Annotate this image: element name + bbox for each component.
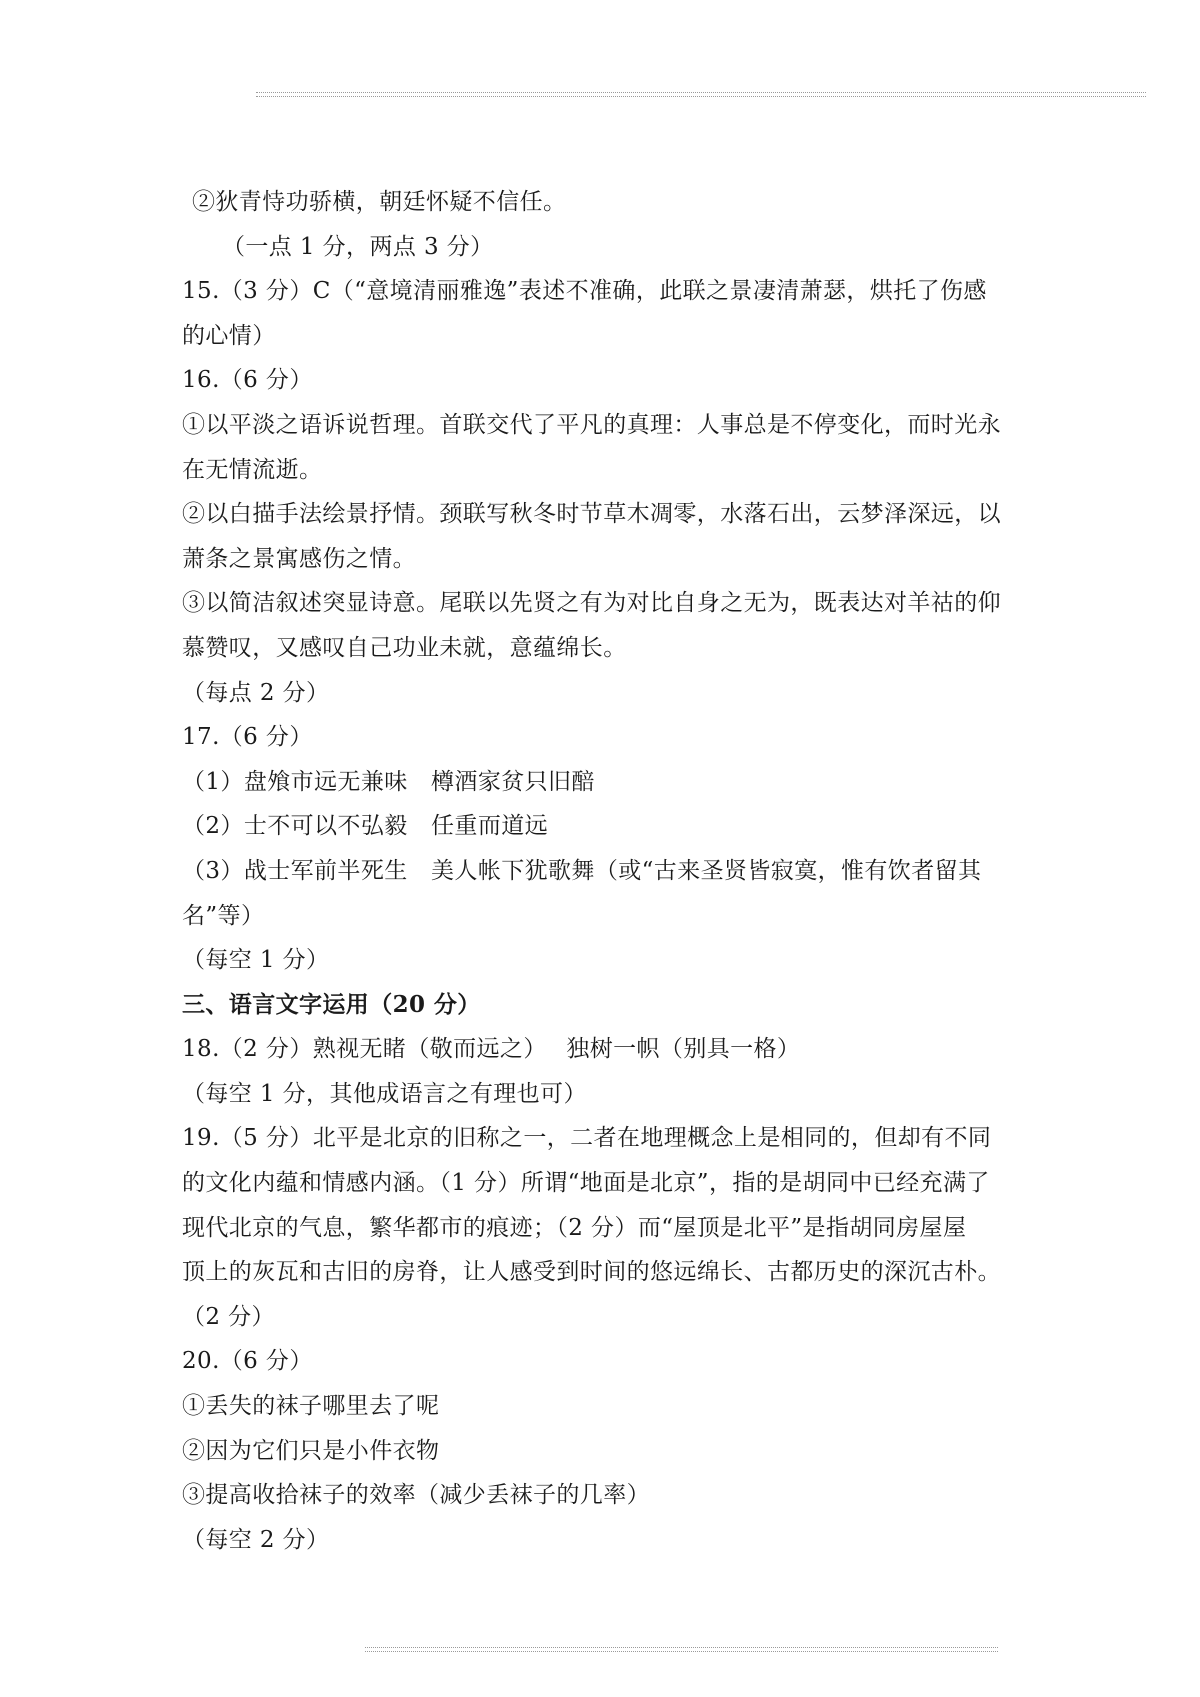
answer-line: （每点 2 分） [182,679,330,706]
section-heading: 三、语言文字运用（20 分） [182,990,481,1018]
answer-line: ②以白描手法绘景抒情。颈联写秋冬时节草木凋零，水落石出，云梦泽深远，以 [182,501,1001,528]
answer-line: 萧条之景寓感伤之情。 [182,545,416,572]
answer-line: （2 分） [182,1303,275,1330]
answer-line: （每空 1 分） [182,947,330,974]
footer-rule [365,1647,998,1652]
answer-line: 名”等） [182,902,265,929]
answer-line: ①丢失的袜子哪里去了呢 [182,1393,440,1420]
header-rule [256,92,1146,97]
answer-line: ②狄青恃功骄横，朝廷怀疑不信任。 [192,189,567,215]
answer-line: 15.（3 分）C（“意境清丽雅逸”表述不准确，此联之景凄清萧瑟，烘托了伤感 [182,278,987,305]
answer-line: 17.（6 分） [182,724,313,751]
answer-line: 现代北京的气息，繁华都市的痕迹；（2 分）而“屋顶是北平”是指胡同房屋屋 [182,1214,967,1241]
answer-line: ①以平淡之语诉说哲理。首联交代了平凡的真理：人事总是不停变化，而时光永 [182,411,1001,438]
answer-line: 顶上的灰瓦和古旧的房脊，让人感受到时间的悠远绵长、古都历史的深沉古朴。 [182,1259,1001,1286]
answer-line: （3）战士军前半死生 美人帐下犹歌舞（或“古来圣贤皆寂寞，惟有饮者留其 [182,857,982,884]
answer-line: （一点 1 分，两点 3 分） [222,233,494,260]
answer-line: ③以简洁叙述突显诗意。尾联以先贤之有为对比自身之无为，既表达对羊祜的仰 [182,590,1001,617]
answer-line: （每空 2 分） [182,1526,330,1553]
answer-line: 18.（2 分）熟视无睹（敬而远之） 独树一帜（别具一格） [182,1036,801,1063]
answer-key-content [182,180,1040,1562]
answer-line: （每空 1 分，其他成语言之有理也可） [182,1080,587,1107]
answer-line: 20.（6 分） [182,1348,313,1375]
answer-line: ②因为它们只是小件衣物 [182,1437,440,1464]
answer-line: 在无情流逝。 [182,456,323,483]
answer-line: （2）士不可以不弘毅 任重而道远 [182,813,549,840]
answer-line: ③提高收拾袜子的效率（减少丢袜子的几率） [182,1482,650,1509]
answer-line: 19.（5 分）北平是北京的旧称之一，二者在地理概念上是相同的，但却有不同 [182,1125,992,1152]
answer-line: 的文化内蕴和情感内涵。（1 分）所谓“地面是北京”，指的是胡同中已经充满了 [182,1170,990,1197]
answer-line: （1）盘飧市远无兼味 樽酒家贫只旧醅 [182,768,595,795]
answer-line: 的心情） [182,322,276,349]
answer-line: 16.（6 分） [182,367,313,394]
answer-line: 慕赞叹，又感叹自己功业未就，意蕴绵长。 [182,634,627,661]
